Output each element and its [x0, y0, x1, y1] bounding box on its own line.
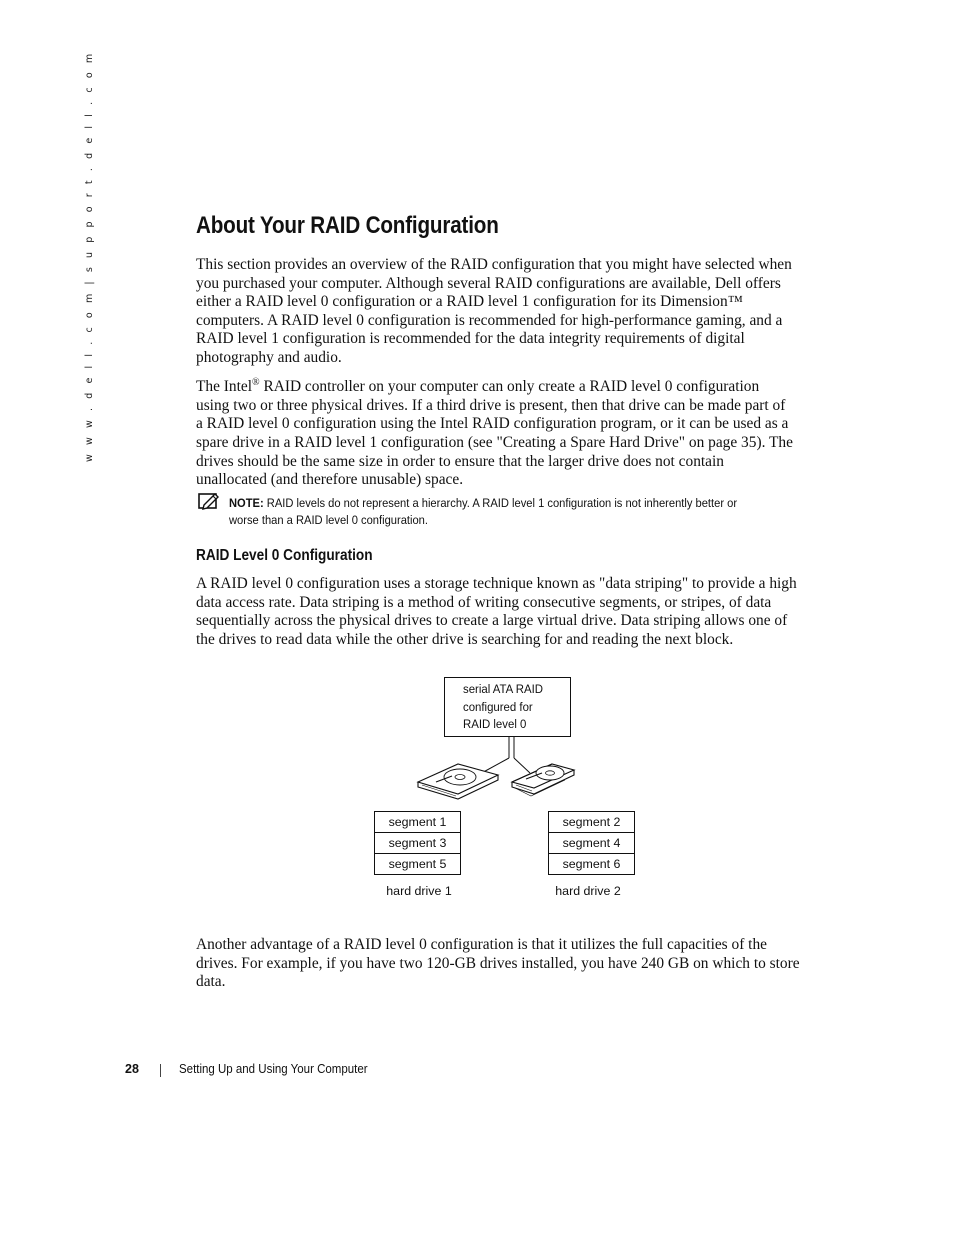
table-row	[375, 854, 461, 875]
text-line: computers. A RAID level 0 configuration is recommended for high-performance gaming, and a	[196, 311, 783, 329]
text-line: the drives to read data while the other drive is searching for and reading the next block.	[196, 630, 734, 648]
text-line: data.	[196, 973, 226, 991]
text-line: you purchased your computer. Although several RAID configurations are available, Dell offers	[196, 274, 781, 292]
section-heading: RAID Level 0 Configuration	[196, 547, 373, 564]
controller-label-line: serial ATA RAID	[463, 682, 544, 696]
text-line: a RAID level 0 configuration using the Intel RAID configuration program, or it can be used as a	[196, 415, 789, 433]
text-line: A RAID level 0 configuration uses a storage technique known as "data striping" to provide a high	[196, 575, 797, 592]
hard-drive-2-icon	[512, 764, 574, 796]
text-line	[229, 495, 769, 512]
drive2-label: hard drive 2	[555, 884, 621, 898]
footer-section-title: Setting Up and Using Your Computer	[179, 1062, 368, 1076]
segment-cell: segment 5	[375, 854, 461, 875]
text-line: Another advantage of a RAID level 0 configuration is that it utilizes the full capacities of the	[196, 936, 767, 953]
text-line: This section provides an overview of the RAID configuration that you might have selected when	[196, 256, 792, 273]
text-line: drives should be the same size in order to ensure that the larger drive does not contain	[196, 452, 724, 470]
connector-line	[514, 758, 530, 773]
table-row	[549, 854, 635, 875]
drive1-segments-table	[374, 811, 461, 875]
page-number: 28	[125, 1062, 139, 1076]
text-line: sequentially across the physical drives to create a large virtual drive. Data striping allows one of	[196, 612, 788, 630]
intro-paragraph	[196, 256, 816, 368]
note-callout	[229, 495, 829, 529]
registered-mark: ®	[251, 377, 260, 388]
text-fragment: RAID controller on your computer can only create a RAID level 0 configuration	[259, 378, 760, 396]
text-line: worse than a RAID level 0 configuration.	[229, 513, 428, 527]
note-label: NOTE:	[229, 496, 264, 510]
segment-cell: segment 6	[549, 854, 635, 875]
footer-divider	[160, 1064, 161, 1077]
raid-controller-box	[444, 677, 571, 737]
page-title: About Your RAID Configuration	[196, 212, 499, 239]
text-line: data access rate. Data striping is a method of writing consecutive segments, or stripes, of data	[196, 593, 772, 611]
text-line: either a RAID level 0 configuration or a RAID level 1 configuration for its Dimension™	[196, 293, 743, 311]
drive2-segments-table	[548, 811, 635, 875]
text-fragment: RAID levels do not represent a hierarchy. A RAID level 1 configuration is not inherently better or	[263, 496, 738, 510]
controller-label-line: configured for	[463, 699, 533, 714]
text-line	[196, 374, 816, 397]
side-url	[84, 50, 104, 462]
controller-label-line: RAID level 0	[463, 717, 527, 731]
drive1-label: hard drive 1	[386, 884, 452, 898]
text-line: RAID level 1 configuration is recommended for the data integrity requirements of digital	[196, 330, 745, 348]
table-row	[549, 833, 635, 854]
hard-drive-1-icon	[418, 764, 498, 799]
text-line: drives. For example, if you have two 120-GB drives installed, you have 240 GB on which to store	[196, 954, 800, 972]
text-line: using two or three physical drives. If a third drive is present, then that drive can be made part of	[196, 396, 786, 414]
text-fragment: The Intel	[196, 378, 252, 396]
segment-cell: segment 2	[549, 812, 635, 833]
table-row	[375, 812, 461, 833]
raid0-paragraph	[196, 575, 816, 649]
advantage-paragraph	[196, 936, 816, 992]
intel-paragraph	[196, 374, 816, 490]
segment-cell: segment 4	[549, 833, 635, 854]
table-row	[549, 812, 635, 833]
segment-cell: segment 1	[375, 812, 461, 833]
text-line: photography and audio.	[196, 348, 342, 366]
text-line: unallocated (and therefore unusable) space.	[196, 471, 464, 489]
side-url-text: w w w . d e l l . c o m | s u p p o r t . d e l l . c o m	[84, 50, 95, 462]
segment-cell: segment 3	[375, 833, 461, 854]
table-row	[375, 833, 461, 854]
raid0-diagram	[360, 672, 660, 912]
note-pencil-icon	[198, 492, 220, 510]
text-line: spare drive in a RAID level 1 configuration (see "Creating a Spare Hard Drive" on page 35). The	[196, 433, 793, 451]
